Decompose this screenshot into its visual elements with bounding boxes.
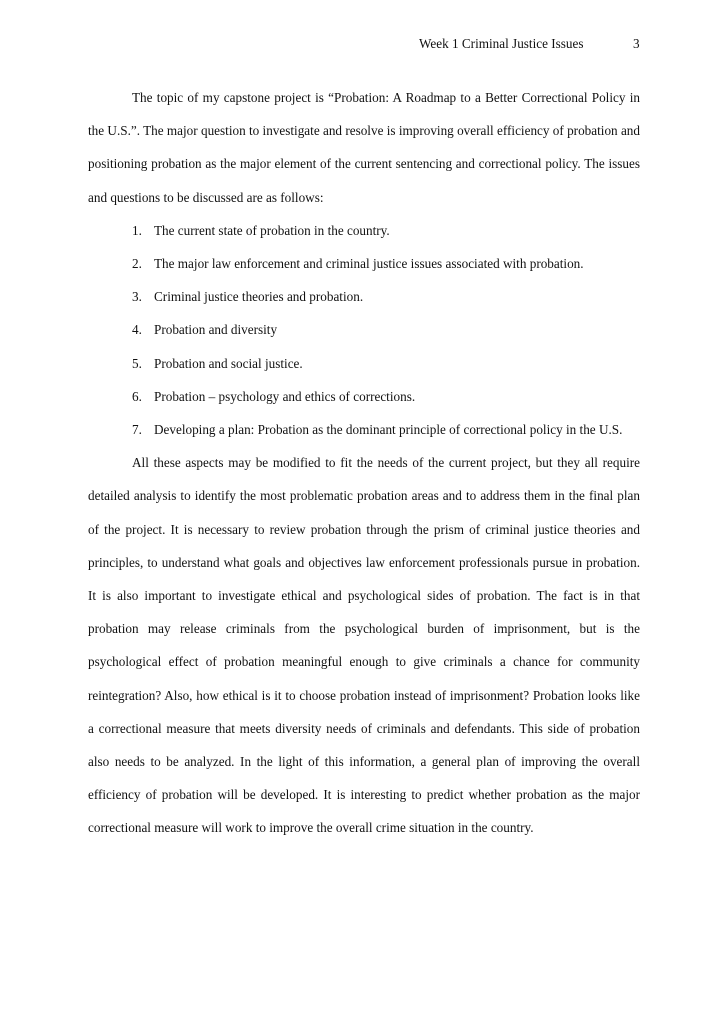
page-number: 3 bbox=[633, 36, 640, 51]
list-item-number: 2. bbox=[132, 256, 142, 272]
running-head: Week 1 Criminal Justice Issues bbox=[419, 36, 584, 51]
list-item-text: The major law enforcement and criminal justice issues associated with probation. bbox=[154, 256, 584, 272]
body-text bbox=[88, 81, 640, 845]
list-item-number: 4. bbox=[132, 322, 142, 338]
list-item-number: 7. bbox=[132, 422, 142, 438]
list-item bbox=[88, 413, 640, 446]
list-item bbox=[88, 280, 640, 313]
list-item-number: 6. bbox=[132, 388, 142, 404]
intro-paragraph: The topic of my capstone project is “Probation: A Roadmap to a Better Correctional Policy in the U.S.”. The major question to investigate and resolve is improving overall efficiency of probation and positioning probation as the major element of the current sentencing and correctional policy. The issues and questions to be discussed are as follows: bbox=[88, 90, 640, 205]
list-item bbox=[88, 214, 640, 247]
list-item-text: Criminal justice theories and probation. bbox=[154, 289, 364, 305]
list-item-number: 1. bbox=[132, 222, 142, 238]
list-item bbox=[88, 247, 640, 280]
list-item-text: Probation and diversity bbox=[154, 322, 278, 338]
list-item-number: 5. bbox=[132, 355, 142, 371]
list-item-text: Probation – psychology and ethics of corrections. bbox=[154, 388, 416, 404]
list-item bbox=[88, 380, 640, 413]
analysis-paragraph: All these aspects may be modified to fit the needs of the current project, but they all require detailed analysis to identify the most problematic probation areas and to address them in the final plan of the project. It is necessary to review probation through the prism of criminal justice theories and principles, to understand what goals and objectives law enforcement professionals pursue in probation. It is also important to investigate ethical and psychological sides of probation. The fact is in that probation may release criminals from the psychological burden of imprisonment, but is the psychological effect of probation meaningful enough to give criminals a chance for community reintegration? Also, how ethical is it to choose probation instead of imprisonment? Probation looks like a correctional measure that meets diversity needs of criminals and defendants. This side of probation also needs to be analyzed. In the light of this information, a general plan of improving the overall efficiency of probation will be developed. It is interesting to predict whether probation as the major correctional measure will work to improve the overall crime situation in the country. bbox=[88, 455, 640, 836]
list-item bbox=[88, 347, 640, 380]
list-item bbox=[88, 313, 640, 346]
issues-list bbox=[88, 214, 640, 446]
list-item-text: Developing a plan: Probation as the dominant principle of correctional policy in the U.S. bbox=[154, 422, 623, 438]
list-item-text: The current state of probation in the country. bbox=[154, 222, 390, 238]
list-item-text: Probation and social justice. bbox=[154, 355, 303, 371]
list-item-number: 3. bbox=[132, 289, 142, 305]
